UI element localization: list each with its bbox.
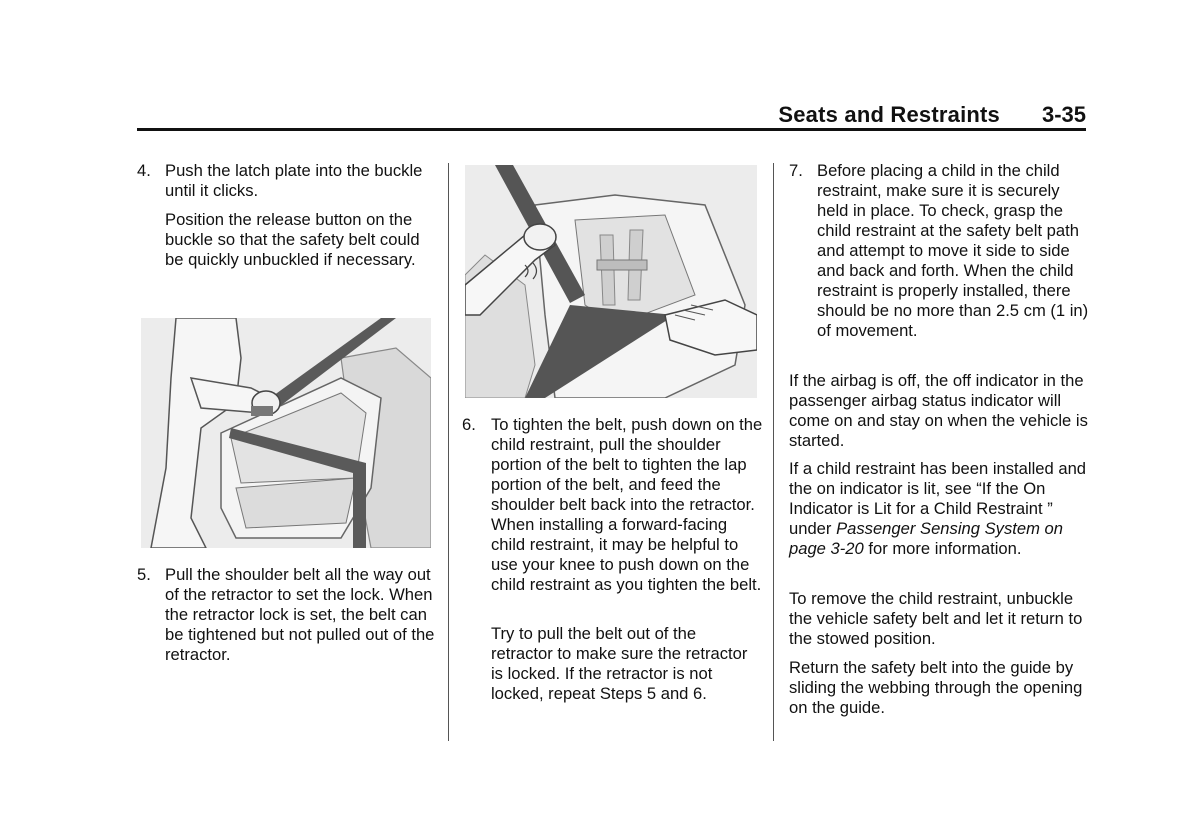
step-6-number: 6. (462, 415, 476, 434)
return-belt-paragraph: Return the safety belt into the guide by sliding the webbing through the opening on the guide. (789, 658, 1083, 717)
step-4-text: Push the latch plate into the buckle until it clicks. (165, 161, 423, 200)
on-indicator-text: If a child restraint has been installed and the on indicator is lit, see “If the On Indicator is Lit for a Child Restraint ” under (789, 459, 1087, 538)
column-divider-left (448, 163, 449, 741)
on-indicator-paragraph (789, 459, 1089, 559)
page-section-title: Seats and Restraints (778, 102, 1000, 127)
step-5-text: Pull the shoulder belt all the way out of the retractor to set the lock. When the retractor lock is set, the belt can be tightened but not pulled out of the retractor. (165, 565, 435, 664)
column-divider-right (773, 163, 774, 741)
step-4-number: 4. (137, 161, 151, 180)
on-indicator-text-end: for more information. (863, 539, 1022, 558)
step-5-number: 5. (137, 565, 151, 584)
step-7-text: Before placing a child in the child restraint, make sure it is securely held in place. To check, grasp the child restraint at the safety belt path and attempt to move it side to side and back and forth. When the child restraint is properly installed, there should be no more than 2.5 cm (1 in) of movement. (817, 161, 1089, 340)
latch-plate-buckle-illustration (141, 318, 431, 548)
step-7-number: 7. (789, 161, 803, 180)
step-4-note: Position the release button on the buckle so that the safety belt could be quickly unbuckled if necessary. (165, 210, 420, 269)
step-6-note: Try to pull the belt out of the retractor to make sure the retractor is locked. If the retractor is not locked, repeat Steps 5 and 6. (491, 624, 748, 703)
airbag-off-paragraph: If the airbag is off, the off indicator in the passenger airbag status indicator will come on and stay on when the vehicle is started. (789, 371, 1088, 450)
header-rule (137, 128, 1086, 131)
passenger-sensing-reference: Passenger Sensing System on page 3-20 (789, 519, 1063, 558)
remove-restraint-paragraph: To remove the child restraint, unbuckle the vehicle safety belt and let it return to the stowed position. (789, 589, 1083, 648)
page-number: 3-35 (1041, 102, 1086, 127)
step-6-text: To tighten the belt, push down on the child restraint, pull the shoulder portion of the belt to tighten the lap portion of the belt, and feed the shoulder belt back into the retractor. When installing a forward-facing child restraint, it may be helpful to use your knee to push down on the child restraint as you tighten the belt. (491, 415, 763, 594)
tighten-belt-illustration (465, 165, 757, 398)
